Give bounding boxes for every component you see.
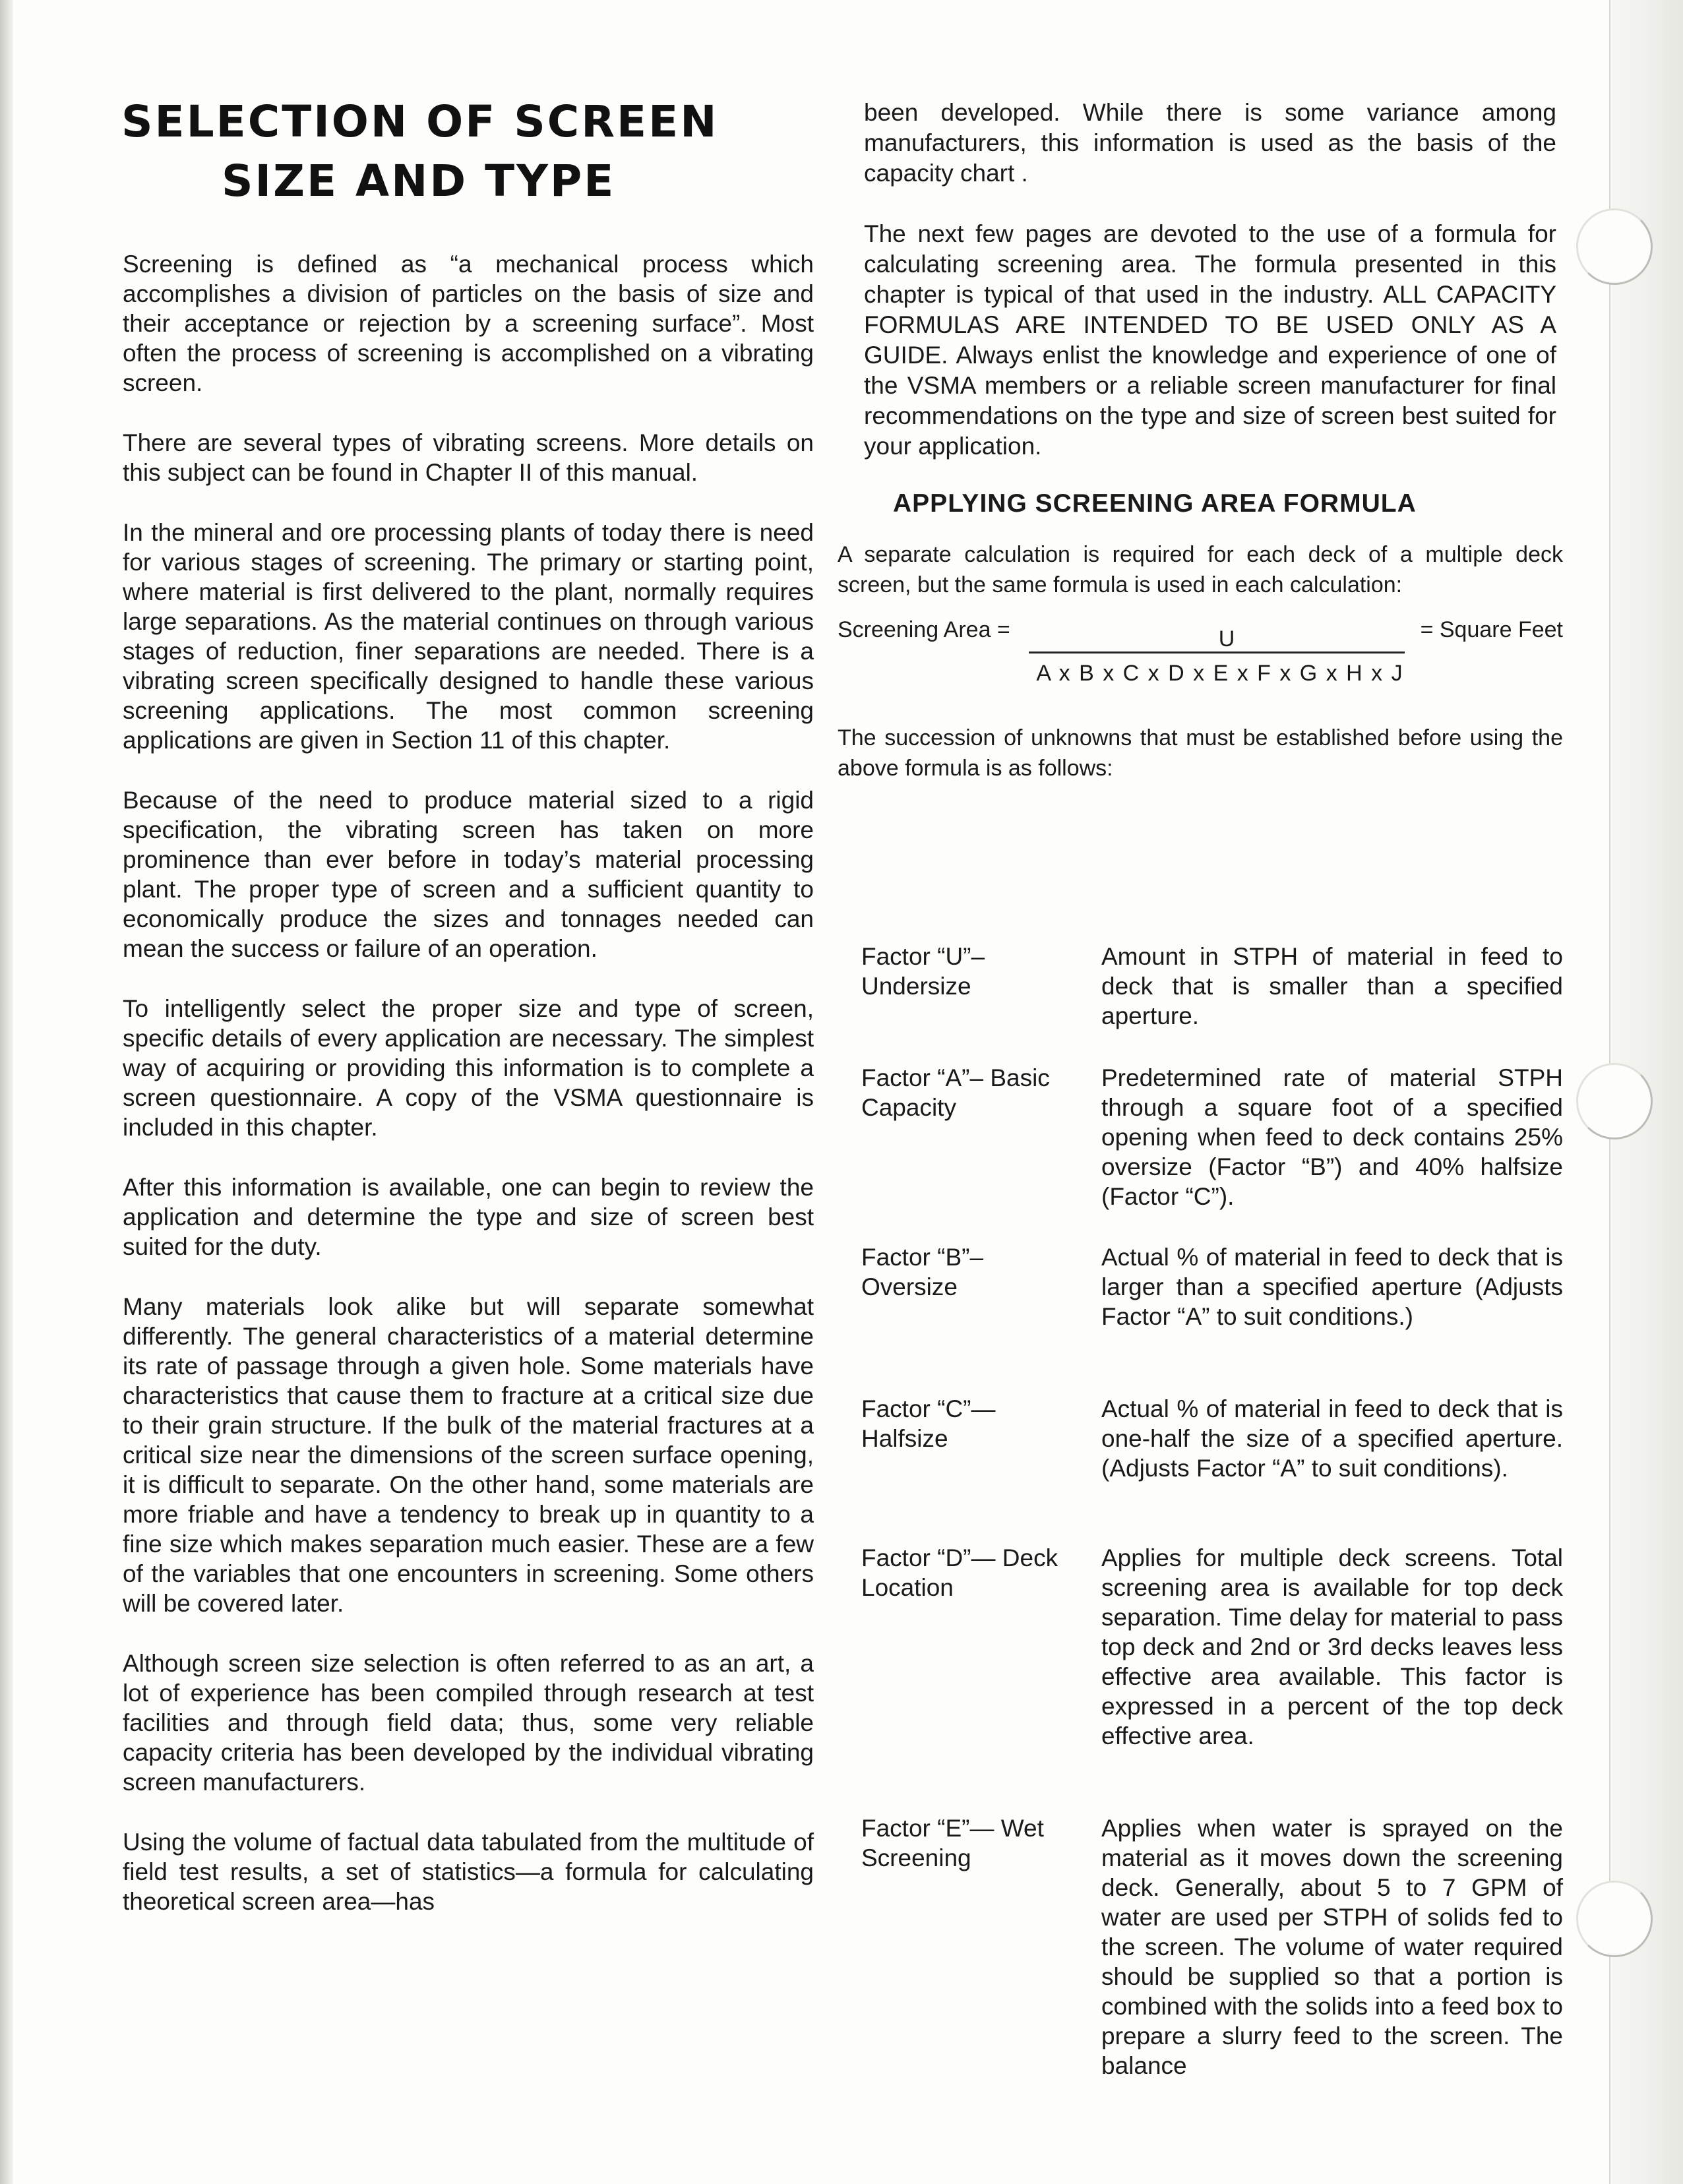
paragraph-review-application: After this information is available, one can begin to review the application and determine the type and size of screen best suited for the duty. — [123, 1174, 814, 1260]
right-column — [864, 98, 1556, 492]
binder-hole-top — [1576, 208, 1653, 285]
paragraph-rigid-specification: Because of the need to produce material sized to a rigid specification, the vibrating screen has taken on more prominence than ever before in today’s material processing plant. The proper type of screen and a sufficient quantity to economically produce the sizes and tonnages needed can mean the success or failure of an operation. — [123, 787, 814, 962]
factor-name: Factor “A”– Basic Capacity — [861, 1064, 1050, 1121]
paragraph-questionnaire: To intelligently select the proper size and type of screen, specific details of every application are necessary. The simplest way of acquiring or providing this information is to complete a screen questionnaire. A copy of the VSMA questionnaire is included in this chapter. — [123, 995, 814, 1141]
factor-name: Factor “B”– Oversize — [861, 1244, 984, 1300]
succession-text: The succession of unknowns that must be established before using the above formula is as follows: — [838, 725, 1563, 781]
factor-description: Actual % of material in feed to deck that is one-half the size of a specified aperture. (Adjusts Factor “A” to suit conditions). — [1101, 1395, 1563, 1482]
page-title — [106, 92, 765, 211]
title-line-2: SIZE AND TYPE — [222, 156, 616, 206]
formula-denominator: A x B x C x D x E x F x G x H x J — [1036, 661, 1404, 686]
left-column — [123, 249, 814, 1947]
formula-intro: A separate calculation is required for each deck of a multiple deck screen, but the same formula is used in each calculation: — [838, 542, 1563, 597]
binder-hole-middle — [1576, 1063, 1653, 1139]
binder-hole-bottom — [1576, 1881, 1653, 1957]
paragraph-definition: Screening is defined as “a mechanical process which accomplishes a division of particles on the basis of size and their acceptance or rejection by a screening surface”. Most often the process of screening is accomplished on a vibrating screen. — [123, 251, 814, 396]
factor-description: Predetermined rate of material STPH through a square foot of a specified opening when feed to deck contains 25% oversize (Factor “B”) and 40% halfsize (Factor “C”). — [1101, 1064, 1563, 1210]
screening-area-formula — [838, 613, 1563, 692]
factor-description: Applies for multiple deck screens. Total screening area is available for top deck separation. Time delay for material to pass top deck and 2nd or 3rd decks leaves less effective area available. This factor is expressed in a percent of the top deck effective area. — [1101, 1544, 1563, 1749]
paragraph-processing-plants: In the mineral and ore processing plants of today there is need for various stages of screening. The primary or starting point, where material is first delivered to the plant, normally requires large separations. As the material continues on through various stages of reduction, finer separations are needed. There is a vibrating screen specifically designed to handle these various screening applications. The most common screening applications are given in Section 11 of this chapter. — [123, 519, 814, 754]
paragraph-experience: Although screen size selection is often referred to as an art, a lot of experience has been compiled through research at test facilities and through field data; thus, some very reliable capacity criteria has been developed by the individual vibrating screen manufacturers. — [123, 1650, 814, 1796]
paragraph-guide: The next few pages are devoted to the use of a formula for calculating screening area. The formula presented in this chapter is typical of that used in the industry. ALL CAPACITY FORMULAS ARE INTENDED TO BE USED ONLY AS A GUIDE. Always enlist the knowledge and experience of one of the VSMA members or a reliable screen manufacturer for final recommendations on the type and size of screen best suited for your application. — [864, 220, 1556, 460]
paragraph-continued: been developed. While there is some variance among manufacturers, this information is used as the basis of the capacity chart . — [864, 99, 1556, 187]
paragraph-materials: Many materials look alike but will separate somewhat differently. The general characteristics of a material determine its rate of passage through a given hole. Some materials have characteristics that cause them to fracture at a critical size due to their grain structure. If the bulk of the material fractures at a critical size near the dimensions of the screen surface opening, it is difficult to separate. On the other hand, some materials are more friable and have a tendency to break up in quantity to a fine size which makes separation much easier. These are a few of the variables that one encounters in screening. Some others will be covered later. — [123, 1293, 814, 1617]
fraction-bar — [1029, 652, 1405, 653]
section-heading: APPLYING SCREENING AREA FORMULA — [893, 489, 1417, 518]
factor-name: Factor “D”— Deck Location — [861, 1544, 1058, 1601]
title-line-1: SELECTION OF SCREEN — [121, 96, 719, 147]
factor-name: Factor “C”— Halfsize — [861, 1395, 996, 1452]
factor-description: Actual % of material in feed to deck that is larger than a specified aperture (Adjusts Factor “A” to suit conditions.) — [1101, 1244, 1563, 1330]
formula-numerator: U — [1218, 626, 1235, 652]
formula-rhs: = Square Feet — [1420, 617, 1563, 642]
paragraph-statistics: Using the volume of factual data tabulated from the multitude of field test results, a set of statistics—a formula for calculating theoretical screen area—has — [123, 1829, 814, 1915]
factor-name: Factor “U”– Undersize — [861, 943, 985, 1000]
page-edge-left — [0, 0, 13, 2184]
factor-name: Factor “E”— Wet Screening — [861, 1815, 1044, 1871]
formula-lhs: Screening Area = — [838, 617, 1010, 642]
factor-description: Applies when water is sprayed on the material as it moves down the screening deck. Generally, about 5 to 7 GPM of water are used per STPH of solids fed to the screen. The volume of water required should be supplied so that a portion is combined with the solids into a feed box to prepare a slurry feed to the screen. The balance — [1101, 1815, 1563, 2079]
factor-description: Amount in STPH of material in feed to deck that is smaller than a specified aperture. — [1101, 943, 1563, 1029]
paragraph-screen-types: There are several types of vibrating screens. More details on this subject can be found in Chapter II of this manual. — [123, 429, 814, 486]
